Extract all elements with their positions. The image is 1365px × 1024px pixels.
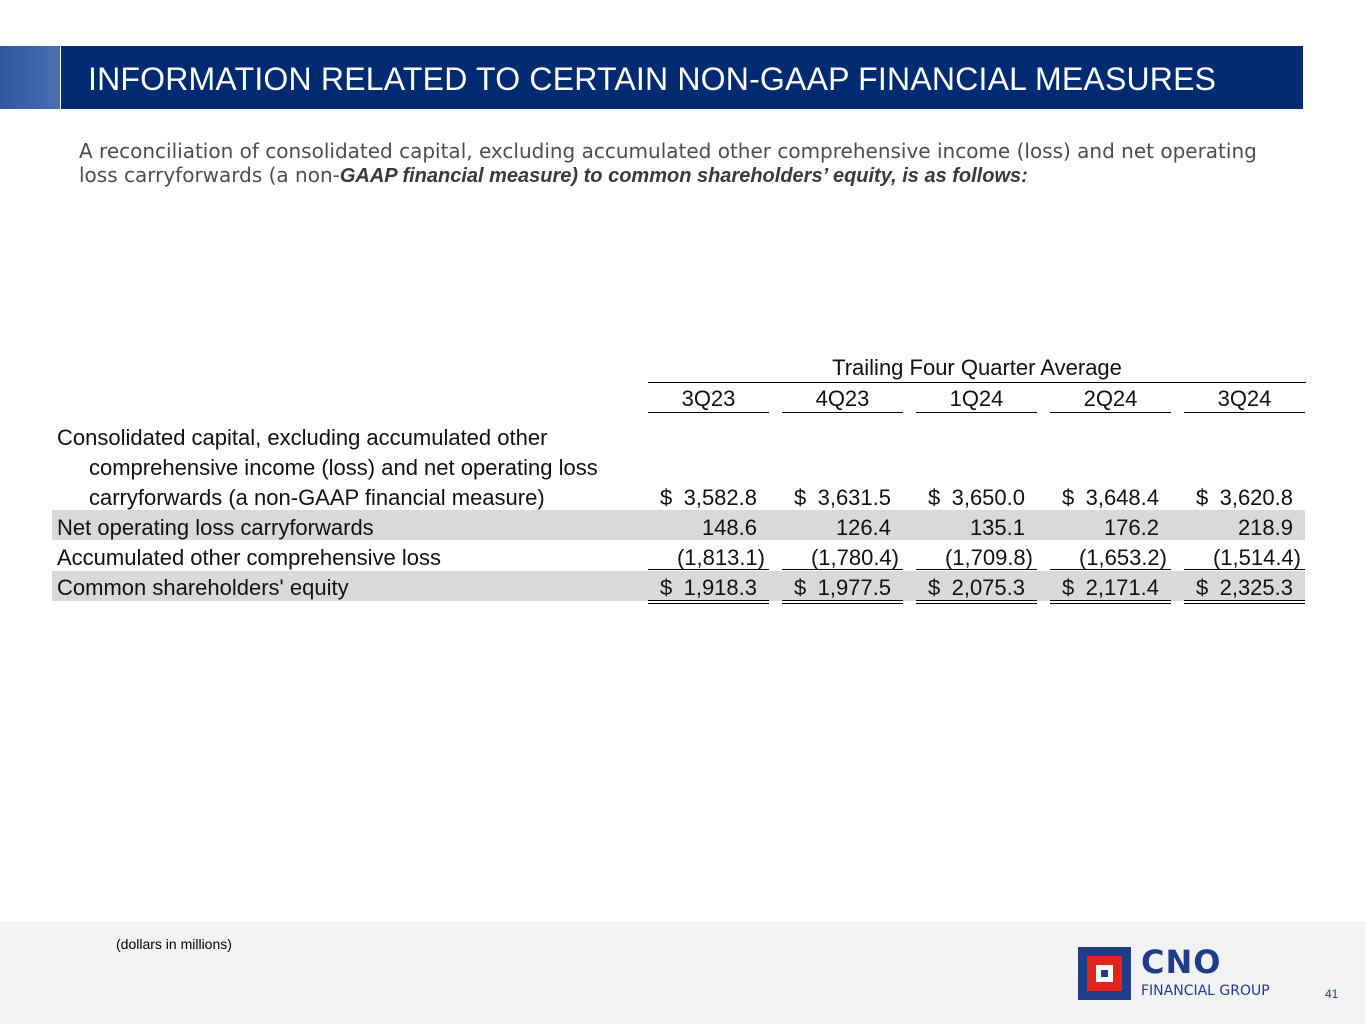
column-header-2q24: 2Q24 (1050, 386, 1171, 413)
column-header-3q24: 3Q24 (1184, 386, 1305, 413)
column-header-1q24: 1Q24 (916, 386, 1037, 413)
row-label-aoci: Accumulated other comprehensive loss (57, 545, 441, 570)
logo-subtitle: FINANCIAL GROUP (1141, 983, 1270, 999)
value: (1,709.8) (944, 545, 1033, 570)
value: (1,653.2) (1078, 545, 1167, 570)
value: 176.2 (1103, 515, 1159, 540)
currency-symbol: $ (1196, 485, 1209, 510)
nol-2q24 (1050, 515, 1171, 545)
value: 126.4 (835, 515, 891, 540)
value: 2,171.4 (1085, 575, 1159, 600)
footer (0, 921, 1365, 1024)
value: (1,813.1) (676, 545, 765, 570)
equity-4q23 (782, 575, 903, 604)
value: (1,514.4) (1212, 545, 1301, 570)
nol-1q24 (916, 515, 1037, 545)
currency-symbol: $ (1062, 575, 1075, 600)
intro-text-bold: GAAP financial measure) to common shareholders’ equity, is as follows: (339, 165, 1028, 187)
currency-symbol: $ (928, 575, 941, 600)
logo-wordmark: CNO (1141, 943, 1222, 981)
page-title: INFORMATION RELATED TO CERTAIN NON-GAAP FINANCIAL MEASURES (88, 61, 1217, 97)
row-label-nol: Net operating loss carryforwards (57, 515, 374, 540)
value: (1,780.4) (810, 545, 899, 570)
nol-3q23 (648, 515, 769, 545)
aoci-1q24 (916, 543, 1037, 570)
value: 218.9 (1237, 515, 1293, 540)
equity-3q24 (1184, 575, 1305, 604)
row-label-capital-line-1: Consolidated capital, excluding accumulated other (57, 425, 548, 450)
equity-2q24 (1050, 575, 1171, 604)
value: 2,075.3 (951, 575, 1025, 600)
value: 135.1 (969, 515, 1025, 540)
group-header-label: Trailing Four Quarter Average (832, 355, 1122, 380)
row-label-equity: Common shareholders' equity (57, 575, 349, 600)
aoci-2q24 (1050, 543, 1171, 570)
value: 3,582.8 (683, 485, 757, 510)
currency-symbol: $ (928, 485, 941, 510)
aoci-3q24 (1184, 543, 1305, 570)
currency-symbol: $ (660, 575, 673, 600)
nol-3q24 (1184, 515, 1305, 545)
aoci-4q23 (782, 543, 903, 570)
value: 1,977.5 (817, 575, 891, 600)
row-label-capital-line-2: comprehensive income (loss) and net operating loss (89, 455, 598, 480)
aoci-3q23 (648, 543, 769, 570)
group-header (648, 355, 1306, 381)
page-number: 41 (1325, 987, 1339, 1001)
value: 3,620.8 (1219, 485, 1293, 510)
value: 148.6 (701, 515, 757, 540)
group-header-rule (648, 382, 1306, 383)
value: 3,648.4 (1085, 485, 1159, 510)
value: 1,918.3 (683, 575, 757, 600)
currency-symbol: $ (794, 485, 807, 510)
currency-symbol: $ (794, 575, 807, 600)
nol-4q23 (782, 515, 903, 545)
row-label-capital-line-3: carryforwards (a non-GAAP financial measure) (89, 485, 545, 510)
footnote: (dollars in millions) (116, 936, 232, 952)
currency-symbol: $ (1196, 575, 1209, 600)
equity-3q23 (648, 575, 769, 604)
logo-mark-icon (1078, 947, 1131, 1000)
intro-text: A reconciliation of consolidated capital, excluding accumulated other comprehensive income (loss) and net operating loss carryforwards (a non- (79, 139, 1257, 187)
column-header-3q23: 3Q23 (648, 386, 769, 413)
column-header-4q23: 4Q23 (782, 386, 903, 413)
value: 2,325.3 (1219, 575, 1293, 600)
currency-symbol: $ (660, 485, 673, 510)
cno-logo (1078, 943, 1288, 1003)
equity-1q24 (916, 575, 1037, 604)
currency-symbol: $ (1062, 485, 1075, 510)
value: 3,631.5 (817, 485, 891, 510)
value: 3,650.0 (951, 485, 1025, 510)
